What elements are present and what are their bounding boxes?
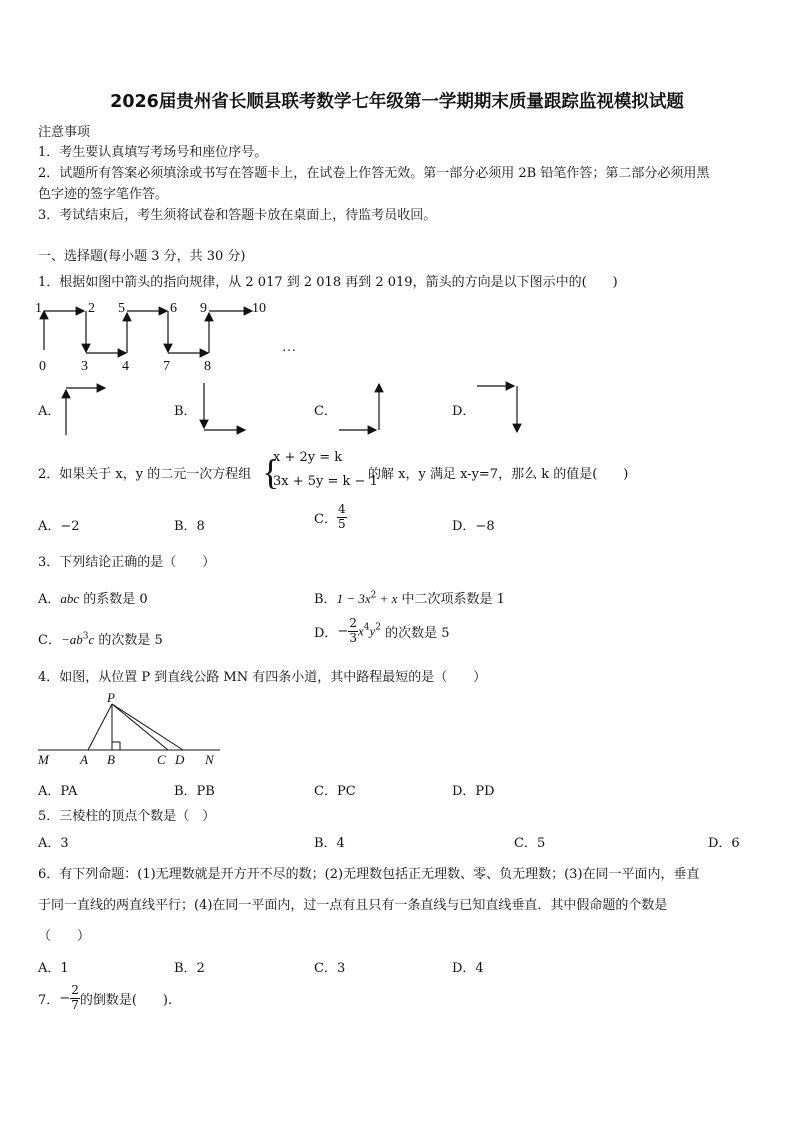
q4-option-b: B．PB [174,784,215,799]
q6-option-c: C．3 [314,961,346,976]
q1-num: 0 [39,359,46,374]
q4-label-m: M [38,752,49,767]
q1-num: 10 [252,301,266,316]
q4-option-c: C．PC [314,784,356,799]
question-7: 7．− $\frac{2}{7}$ 的倒数是( ). [38,983,173,1012]
question-6-line-2: 于同一直线的两直线平行；(4)在同一平面内，过一点有且只有一条直线与已知直线垂直．其中假命题的个数是 [38,898,668,913]
q1-num: 5 [118,301,125,316]
q1-option-d-label: D． [452,404,476,419]
question-6-line-1: 6．有下列命题：(1)无理数就是开方开不尽的数；(2)无理数包括正无理数、零、负无理数；(3)在同一平面内，垂直 [38,867,700,882]
q1-num: 9 [200,301,207,316]
q5-option-d: D．6 [708,836,740,851]
q4-label-b: B [107,752,115,767]
q1-option-c-arrow-icon [336,378,386,436]
q3-option-c: C．$-ab^3c$ 的次数是 5 [38,631,163,648]
q2-option-a: A．−2 [38,519,80,534]
q6-option-b: B．2 [174,961,205,976]
q6-option-a: A．1 [38,961,69,976]
q4-label-c: C [157,752,166,767]
section-heading: 一、选择题(每小题 3 分，共 30 分) [38,249,246,264]
q2-equation-1: x + 2y = k [273,450,343,465]
q5-option-a: A．3 [38,836,69,851]
q4-label-p: P [107,690,115,705]
question-4-text: 4．如图，从位置 P 到直线公路 MN 有四条小道，其中路程最短的是（ ） [38,670,487,685]
q1-option-d-arrow-icon [474,380,524,438]
notice-item-2-cont: 色字迹的签字笔作答。 [38,187,169,202]
q1-option-b-arrow-icon [198,380,248,438]
q1-num: 6 [170,301,177,316]
question-1-text: 1．根据如图中箭头的指向规律，从 2 017 到 2 018 再到 2 019，箭头的方向是以下图示中的( ) [38,275,618,290]
q1-arrow-pattern-figure [30,295,330,380]
notice-item-1: 1．考生要认真填写考场号和座位序号。 [38,145,268,160]
q4-label-d: D [175,752,185,767]
q2-option-d: D．−8 [452,519,495,534]
q2-equation-2: 3x + 5y = k − 1 [273,474,378,489]
q4-label-a: A [80,752,88,767]
q3-option-a: A．abc 的系数是 0 [38,591,148,607]
q2-system-brace: { [262,452,280,492]
q2-option-b: B．8 [174,519,205,534]
notice-item-3: 3．考试结束后，考生须将试卷和答题卡放在桌面上，待监考员收回。 [38,208,437,223]
notice-item-2: 2．试题所有答案必须填涂或书写在答题卡上，在试卷上作答无效。第一部分必须用 2B 铅笔作答；第二部分必须用黑 [38,166,710,181]
q1-num: 3 [81,359,88,374]
notice-heading: 注意事项 [38,125,91,140]
q1-ellipsis: … [282,340,296,355]
q1-num: 4 [122,359,129,374]
page-title: 2026届贵州省长顺县联考数学七年级第一学期期末质量跟踪监视模拟试题 [110,92,684,112]
question-2-suffix: 的解 x，y 满足 x-y=7，那么 k 的值是( ) [368,467,629,482]
question-6-line-3: （ ） [38,929,91,944]
question-3-text: 3．下列结论正确的是（ ） [38,555,216,570]
q1-option-a-arrow-icon [60,380,110,438]
q2-option-c: C． $\frac{4}{5}$ [314,502,346,531]
q1-num: 8 [204,359,211,374]
q4-geometry-figure [30,690,230,770]
question-5-text: 5．三棱柱的顶点个数是（ ） [38,809,216,824]
q1-option-c-label: C． [314,404,337,419]
q3-option-d: D．− $\frac{2}{3}$ $x^4y^2$ 的次数是 5 [314,616,450,645]
q5-option-c: C．5 [514,836,546,851]
q1-num: 7 [163,359,170,374]
q4-label-n: N [205,752,214,767]
q4-option-d: D．PD [452,784,495,799]
q1-num: 2 [88,301,95,316]
q3-option-b: B．$1 - 3x^2 + x$ 中二次项系数是 1 [314,590,505,607]
q1-num: 1 [35,301,42,316]
q6-option-d: D．4 [452,961,484,976]
q5-option-b: B．4 [314,836,345,851]
q1-option-b-label: B． [174,404,197,419]
question-2-prefix: 2．如果关于 x，y 的二元一次方程组 [38,467,252,482]
q4-option-a: A．PA [38,784,78,799]
q1-option-a-label: A． [38,404,61,419]
